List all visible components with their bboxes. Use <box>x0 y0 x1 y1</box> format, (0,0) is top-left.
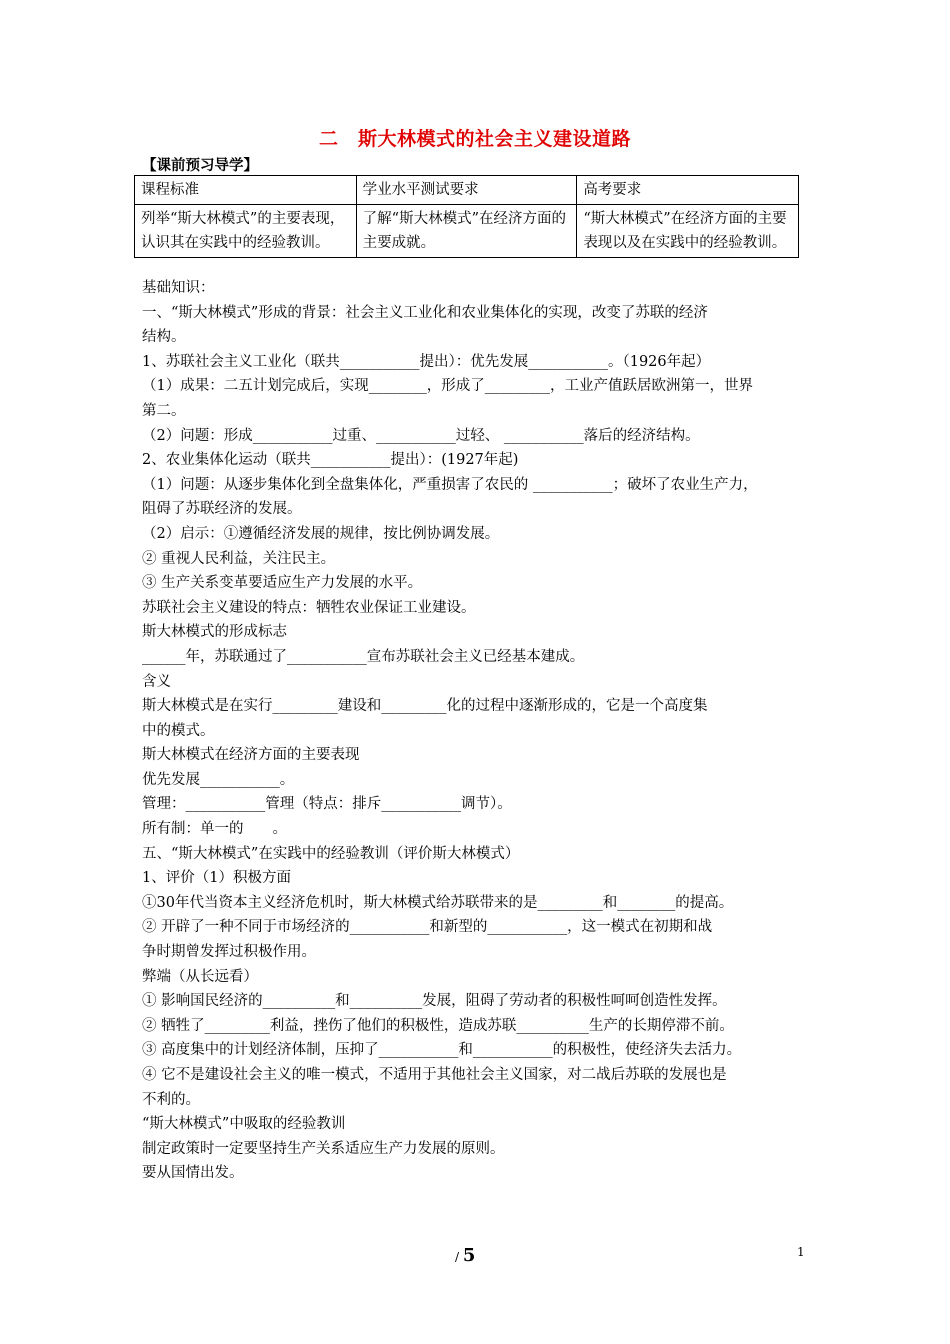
table-header-cell: 课程标准 <box>135 176 357 205</box>
text-line: （2）启示：①遵循经济发展的规律，按比例协调发展。 <box>142 525 500 542</box>
requirements-table <box>134 175 799 258</box>
text-line: 结构。 <box>142 329 186 346</box>
document-body <box>142 276 822 1186</box>
text-line: ① 影响国民经济的__________和__________发展，阻碍了劳动者的积极性呵呵创造性发挥。 <box>142 993 727 1010</box>
text-line: 斯大林模式在经济方面的主要表现 <box>142 747 360 764</box>
page-footer <box>455 1245 475 1266</box>
text-line: 阻碍了苏联经济的发展。 <box>142 501 302 518</box>
footer-total-pages: 5 <box>462 1245 476 1266</box>
text-line: （1）问题：从逐步集体化到全盘集体化，严重损害了农民的 ___________；破坏了农业生产力， <box>142 476 758 493</box>
text-line: （1）成果：二五计划完成后，实现________，形成了_________，工业产值跃居欧洲第一，世界 <box>142 378 753 395</box>
text-line: 含义 <box>142 673 171 690</box>
text-line: 弊端（从长远看） <box>142 968 258 985</box>
text-line: 基础知识： <box>142 280 215 296</box>
text-line: ④ 它不是建设社会主义的唯一模式，不适用于其他社会主义国家，对二战后苏联的发展也是 <box>142 1067 727 1083</box>
text-line: 优先发展___________。 <box>142 771 295 788</box>
text-line: ③ 高度集中的计划经济体制，压抑了___________和___________的积极性，使经济失去活力。 <box>142 1042 742 1059</box>
text-line: 1、评价（1）积极方面 <box>142 870 291 887</box>
text-line: ② 开辟了一种不同于市场经济的___________和新型的___________，这一模式在初期和战 <box>142 919 713 936</box>
text-line: （2）问题：形成___________过重、___________过轻、 ___________落后的经济结构。 <box>142 427 700 444</box>
text-line: “斯大林模式”中吸取的经验教训 <box>142 1116 346 1133</box>
text-line: 不利的。 <box>142 1091 200 1108</box>
page-title: 二 斯大林模式的社会主义建设道路 <box>318 128 631 150</box>
table-header-cell: 学业水平测试要求 <box>356 176 577 205</box>
footer-page-number: 1 <box>797 1245 805 1259</box>
text-line: 斯大林模式是在实行_________建设和_________化的过程中逐渐形成的，它是一个高度集 <box>142 698 708 715</box>
text-line: 1、苏联社会主义工业化（联共___________提出）：优先发展___________。（1926年起） <box>142 353 711 370</box>
text-line: ______年，苏联通过了___________宣布苏联社会主义已经基本建成。 <box>142 648 585 665</box>
text-line: ①30年代当资本主义经济危机时，斯大林模式给苏联带来的是_________和________的提高。 <box>142 894 734 911</box>
text-line: 管理：___________管理（特点：排斥___________调节）。 <box>142 796 512 813</box>
section-heading: 【课前预习导学】 <box>142 158 258 174</box>
text-line: ③ 生产关系变革要适应生产力发展的水平。 <box>142 575 423 592</box>
text-line: 争时期曾发挥过积极作用。 <box>142 944 316 961</box>
text-line: 斯大林模式的形成标志 <box>142 624 287 641</box>
text-line: 苏联社会主义建设的特点：牺牲农业保证工业建设。 <box>142 599 476 616</box>
text-line: ② 牺牲了_________利益，挫伤了他们的积极性，造成苏联__________生产的长期停滞不前。 <box>142 1017 734 1034</box>
text-line: 所有制：单一的 。 <box>142 821 287 838</box>
table-header-row <box>135 176 799 205</box>
text-line: 第二。 <box>142 402 186 419</box>
table-cell: 列举“斯大林模式”的主要表现，认识其在实践中的经验教训。 <box>135 205 357 258</box>
text-line: 五、“斯大林模式”在实践中的经验教训（评价斯大林模式） <box>142 845 520 862</box>
table-cell: 了解“斯大林模式”在经济方面的主要成就。 <box>356 205 577 258</box>
text-line: 2、农业集体化运动（联共___________提出）：(1927年起) <box>142 452 519 469</box>
text-line: 一、“斯大林模式”形成的背景：社会主义工业化和农业集体化的实现，改变了苏联的经济 <box>142 304 708 321</box>
footer-slash: / <box>455 1250 460 1264</box>
table-header-cell: 高考要求 <box>577 176 799 205</box>
text-line: 中的模式。 <box>142 722 215 739</box>
table-row <box>135 205 799 258</box>
text-line: ② 重视人民利益，关注民主。 <box>142 550 336 567</box>
text-line: 制定政策时一定要坚持生产关系适应生产力发展的原则。 <box>142 1140 505 1157</box>
text-line: 要从国情出发。 <box>142 1165 244 1182</box>
table-cell: “斯大林模式”在经济方面的主要表现以及在实践中的经验教训。 <box>577 205 799 258</box>
